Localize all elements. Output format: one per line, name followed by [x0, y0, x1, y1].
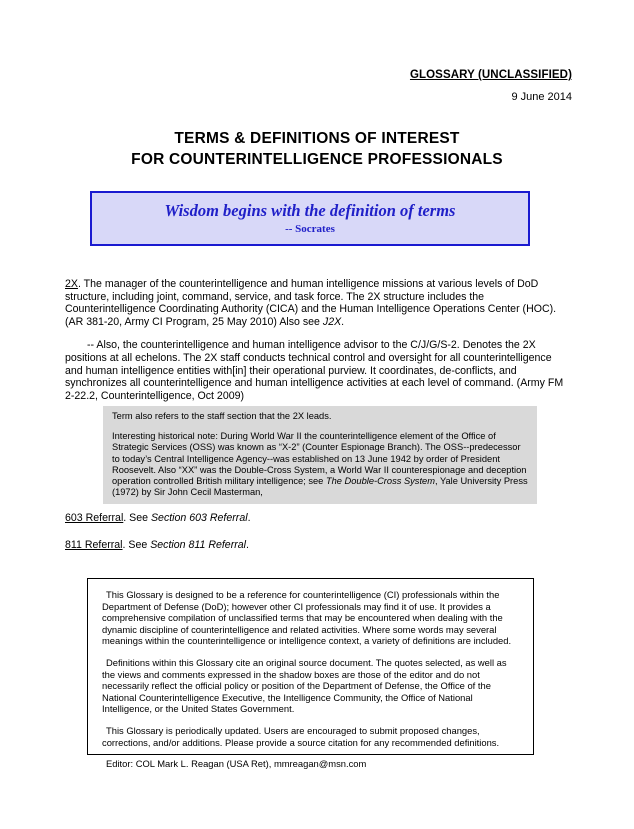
about-paragraph-purpose: This Glossary is designed to be a reference for counterintelligence (CI) professionals within the Department of Defense (DoD); however other CI professionals may find it of use. It provides a comprehensive compilation of unclassified terms that may be encountered when dealing with the dynamic discipline of counterintelligence and related activities. Where some words may several meanings within the counterintelligence or intelligence context, a variety of definitions are included.: [102, 589, 512, 647]
about-paragraph-disclaimer: Definitions within this Glossary cite an original source document. The quotes selected, as well as the views and comments expressed in the shadow boxes are those of the editor and do not necessarily reflect the official policy or position of the Department of Defense, the Office of the National Counterintelligence Executive, the Intelligence Community, the Office of National Intelligence, or the United States Government.: [102, 656, 507, 715]
about-glossary-box: [87, 578, 534, 770]
glossary-entry-2x: [65, 278, 570, 328]
page-title-line-2: FOR COUNTERINTELLIGENCE PROFESSIONALS: [131, 151, 503, 168]
entry-definition-tail: .: [341, 315, 345, 328]
shadow-box: [103, 406, 537, 504]
page-title-line-1: TERMS & DEFINITIONS OF INTEREST: [174, 130, 460, 147]
entry-lead: . See: [123, 512, 151, 524]
document-header: [410, 68, 572, 104]
classification-banner: GLOSSARY (UNCLASSIFIED): [409, 69, 572, 81]
entry-cross-reference: J2X: [322, 315, 342, 328]
entry-tail: .: [247, 512, 251, 524]
entry-term: 811 Referral: [65, 538, 123, 551]
entry-lead: . See: [122, 538, 151, 551]
entry-definition: The manager of the counterintelligence and human intelligence missions at various levels of DoD structure, including joint, command, service, and task force. The 2X structure includes the Counterintelligence Coordinating Authority (CICA) and the Human Intelligence Operations Center (HOC). (AR 381-20, Army CI Program, 25 May 2010) Also see: [65, 278, 557, 328]
glossary-body: [65, 278, 570, 413]
shadow-box-book-title: The Double-Cross System: [325, 476, 435, 487]
epigraph-attribution: -- Socrates: [285, 223, 335, 235]
glossary-entry-2x-continuation: -- Also, the counterintelligence and human intelligence advisor to the C/J/G/S-2. Denotes the 2X positions at all echelons. The 2X staff conducts technical control and oversight for all counterintelligence and human intelligence entities with[in] their operational purview. It coordinates, de-conflicts, and synchronizes all counterintelligence and human intelligence activities at each level of command. (Army FM 2-22.2, Counterintelligence, Oct 2009): [65, 339, 564, 402]
glossary-entry-811-referral: [65, 539, 570, 552]
referral-entries: [65, 512, 570, 565]
glossary-entry-603-referral: [65, 512, 570, 525]
entry-cross-reference: Section 811 Referral: [150, 538, 246, 551]
epigraph-box: [90, 191, 530, 246]
entry-term: 603 Referral: [65, 512, 124, 524]
entry-term-punct: .: [77, 278, 81, 290]
shadow-box-note-2-text: Interesting historical note: During World War II the counterintelligence element of the Office of Strategic Services (OSS) was known as “X-2” (Counter Espionage Branch). The OSS--predecessor to today’s Central Intelligence Agency--was established on 13 June 1942 by order of President Roosevelt. Also “XX” was the Double-Cross System, a World War II counterespionage and deception operation controlled British military intelligence; see: [112, 431, 527, 487]
epigraph-quote: Wisdom begins with the definition of terms: [164, 201, 456, 220]
about-paragraph-editor: Editor: COL Mark L. Reagan (USA Ret), mmreagan@msn.com: [106, 758, 367, 770]
page-title: [0, 128, 634, 170]
shadow-box-note-2-tail: , Yale University Press (1972) by Sir John Cecil Masterman,: [112, 476, 528, 498]
entry-tail: .: [246, 538, 249, 551]
entry-term: 2X: [65, 278, 78, 290]
shadow-box-note-1: Term also refers to the staff section that the 2X leads.: [112, 411, 332, 421]
document-date: 9 June 2014: [511, 91, 572, 103]
about-paragraph-updates: This Glossary is periodically updated. Users are encouraged to submit proposed changes, corrections, and/or additions. Please provide a source citation for any recommended definitions.: [102, 724, 500, 748]
shadow-box-note-2: [112, 431, 528, 498]
entry-cross-reference: Section 603 Referral: [150, 512, 248, 524]
